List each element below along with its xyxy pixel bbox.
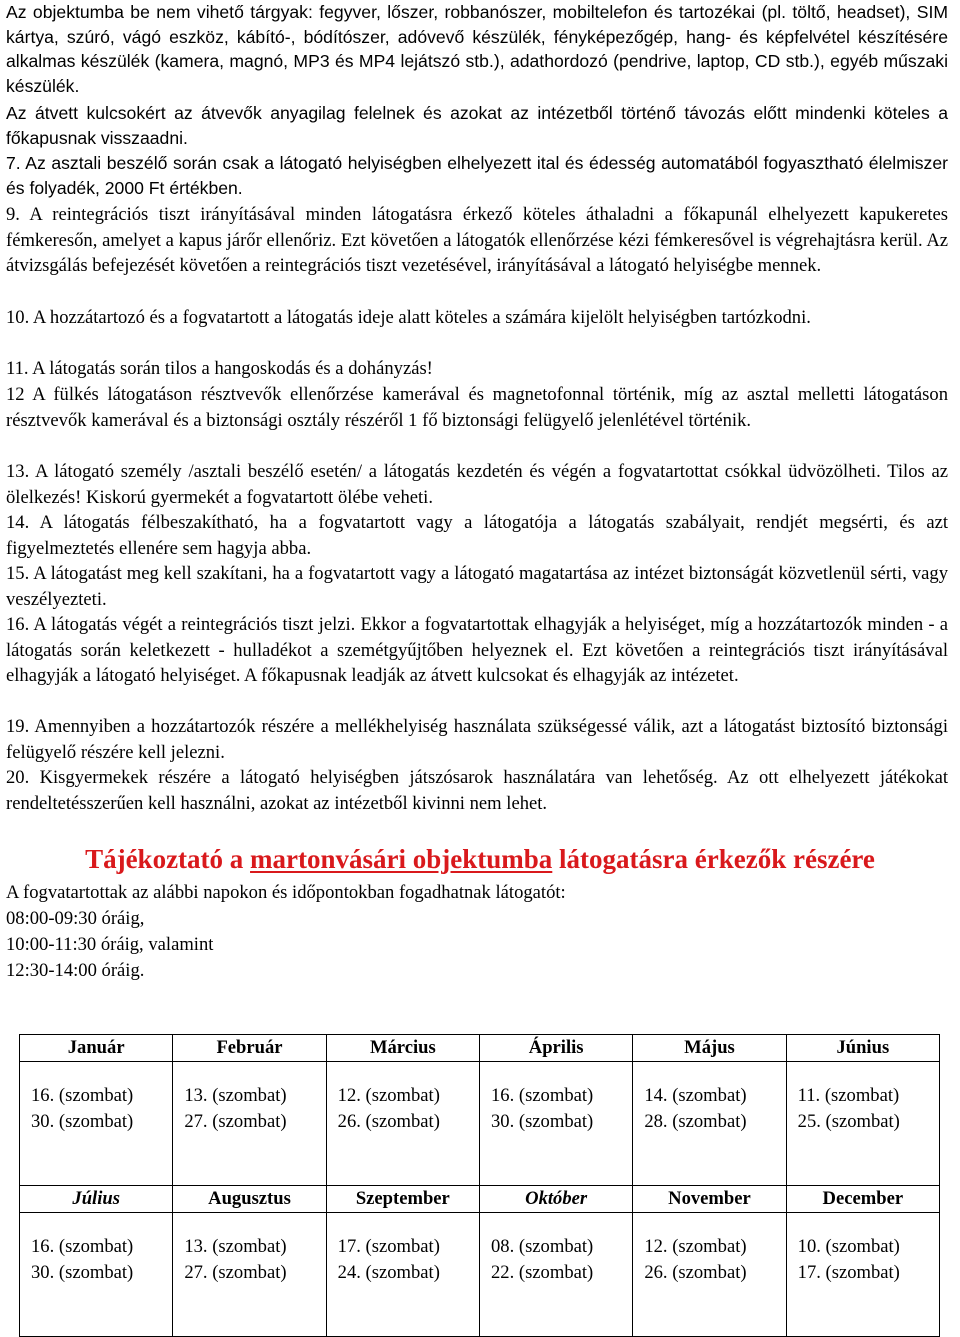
month-header-row	[20, 1035, 940, 1062]
visit-date: 30. (szombat)	[31, 1110, 134, 1132]
visit-date: 10. (szombat)	[797, 1236, 900, 1257]
visiting-time-slot: 12:30-14:00 óráig.	[6, 960, 145, 981]
paragraph-rule-14: 14. A látogatás félbeszakítható, ha a fogvatartott vagy a látogatója a látogatás szabályait, rendjét megsérti, és azt figyelmeztetés ellenére sem hagyja abba.	[6, 512, 948, 559]
visit-date: 13. (szombat)	[184, 1085, 287, 1106]
dates-row	[20, 1062, 940, 1186]
visit-date: 08. (szombat)	[490, 1236, 594, 1257]
visit-date: 13. (szombat)	[184, 1236, 287, 1257]
visiting-time-slot: 10:00-11:30 óráig, valamint	[6, 934, 214, 955]
visit-date: 12. (szombat)	[644, 1236, 747, 1257]
paragraph-rule-12: 12 A fülkés látogatáson résztvevők ellenőrzése kamerával és magnetofonnal történik, míg az asztal melletti látogatáson résztvevők kamerával és a biztonsági osztály részéről 1 fő biztonsági felügyelő jelenlétével történik.	[6, 384, 948, 431]
paragraph-rule-20: 20. Kisgyermekek részére a látogató helyiségben játszósarok használatára van lehetőség. Az ott elhelyezett játékokat rendeltetésszerűen kell használni, azokat az intézetből kivinni nem lehet.	[6, 767, 948, 814]
visit-date: 28. (szombat)	[644, 1110, 747, 1132]
month-header-row	[20, 1186, 940, 1213]
dates-cell	[326, 1062, 479, 1186]
visit-date: 26. (szombat)	[644, 1261, 747, 1283]
paragraph-rule-11: 11. A látogatás során tilos a hangoskodás és a dohányzás!	[6, 358, 433, 379]
paragraph-rule-7: 7. Az asztali beszélő során csak a látogató helyiségben elhelyezett ital és édesség automatából fogyasztható élelmiszer és folyadék, 2000 Ft értékben.	[6, 153, 948, 198]
visit-date: 30. (szombat)	[31, 1261, 134, 1283]
dates-cell	[786, 1062, 939, 1186]
visit-date: 16. (szombat)	[490, 1085, 594, 1106]
dates-cell	[20, 1213, 173, 1337]
month-header: Augusztus	[173, 1186, 326, 1213]
visiting-hours	[6, 880, 946, 984]
month-header: November	[633, 1186, 786, 1213]
paragraph-rule-10: 10. A hozzátartozó és a fogvatartott a látogatás ideje alatt köteles a számára kijelölt helyiségben tartózkodni.	[6, 307, 811, 328]
paragraph-prohibited-items: Az objektumba be nem vihető tárgyak: fegyver, lőszer, robbanószer, mobiltelefon és tartozékai (pl. töltő, headset), SIM kártya, szúró, vágó eszköz, kábító-, bódítószer, adóvevő készülék, fényképezőgép, hang- és képfelvétel készítésére alkalmas készülék (kamera, magnó, MP3 és MP4 lejátszó stb.), adathordozó (pendrive, laptop, CD stb.), egyéb műszaki készülék.	[6, 2, 948, 96]
month-header: Május	[633, 1035, 786, 1062]
visit-date: 27. (szombat)	[184, 1110, 287, 1132]
paragraph-keys: Az átvett kulcsokért az átvevők anyagilag felelnek és azokat az intézetből történő távozás előtt mindenki köteles a főkapusnak visszaadni.	[6, 103, 948, 148]
visiting-calendar-table	[19, 1034, 940, 1337]
month-header: Június	[786, 1035, 939, 1062]
page-title	[0, 842, 960, 876]
dates-cell	[173, 1062, 326, 1186]
visiting-hours-lead: A fogvatartottak az alábbi napokon és időpontokban fogadhatnak látogatót:	[6, 882, 566, 903]
month-header: Február	[173, 1035, 326, 1062]
paragraph-rule-16: 16. A látogatás végét a reintegrációs tiszt jelzi. Ekkor a fogvatartottak elhagyják a helyiséget, míg a hozzátartozók minden - a látogatás során keletkezett - hulladékot a szemétgyűjtőben helyeznek el. Ezt követően a reintegrációs tiszt irányításával elhagyják a látogató helyiséget. A főkapusnak leadják az átvett kulcsokat és elhagyják az intézetet.	[6, 614, 948, 687]
month-header: Szeptember	[326, 1186, 479, 1213]
visit-date: 17. (szombat)	[797, 1261, 900, 1283]
visit-date: 25. (szombat)	[797, 1110, 900, 1132]
paragraph-rule-19: 19. Amennyiben a hozzátartozók részére a mellékhelyiség használata szükségessé válik, azt a látogatást biztosító biztonsági felügyelő részére kell jelezni.	[6, 716, 948, 763]
visit-date: 24. (szombat)	[337, 1261, 440, 1283]
visit-date: 16. (szombat)	[31, 1236, 134, 1257]
visit-date: 16. (szombat)	[31, 1085, 134, 1106]
month-header: Július	[20, 1186, 173, 1213]
dates-cell	[633, 1213, 786, 1337]
visit-date: 17. (szombat)	[337, 1236, 440, 1257]
paragraph-rule-13: 13. A látogató személy /asztali beszélő esetén/ a látogatás kezdetén és végén a fogvatartottat csókkal üdvözölheti. Tilos az ölelkezés! Kiskorú gyermekét a fogvatartott ölébe veheti.	[6, 461, 948, 508]
month-header: Október	[479, 1186, 632, 1213]
visit-date: 30. (szombat)	[490, 1110, 594, 1132]
title-underlined: martonvásári objektumba	[250, 844, 553, 874]
visit-date: 22. (szombat)	[490, 1261, 594, 1283]
visit-date: 26. (szombat)	[337, 1110, 440, 1132]
visit-date: 11. (szombat)	[797, 1085, 900, 1106]
month-header: December	[786, 1186, 939, 1213]
visit-date: 14. (szombat)	[644, 1085, 747, 1106]
dates-cell	[173, 1213, 326, 1337]
dates-row	[20, 1213, 940, 1337]
dates-cell	[479, 1062, 632, 1186]
title-suffix: látogatásra érkezők részére	[552, 844, 875, 874]
month-header: Január	[20, 1035, 173, 1062]
dates-cell	[20, 1062, 173, 1186]
month-header: Április	[479, 1035, 632, 1062]
title-prefix: Tájékoztató a	[85, 844, 251, 874]
visit-date: 27. (szombat)	[184, 1261, 287, 1283]
dates-cell	[786, 1213, 939, 1337]
month-header: Március	[326, 1035, 479, 1062]
dates-cell	[633, 1062, 786, 1186]
visit-date: 12. (szombat)	[337, 1085, 440, 1106]
dates-cell	[479, 1213, 632, 1337]
paragraph-rule-15: 15. A látogatást meg kell szakítani, ha a fogvatartott vagy a látogató magatartása az intézet biztonságát közvetlenül sérti, vagy veszélyezteti.	[6, 563, 948, 610]
visiting-time-slot: 08:00-09:30 óráig,	[6, 908, 145, 929]
paragraph-rule-9: 9. A reintegrációs tiszt irányításával minden látogatásra érkező köteles áthaladni a főkapunál elhelyezett kapukeretes fémkeresőn, amelyet a kapus járőr ellenőriz. Ezt követően a látogatók ellenőrzése kézi fémkeresővel is végrehajtásra kerül. Az átvizsgálás befejezését követően a reintegrációs tiszt vezetésével, irányításával a látogató helyiségbe mennek.	[6, 204, 948, 277]
dates-cell	[326, 1213, 479, 1337]
